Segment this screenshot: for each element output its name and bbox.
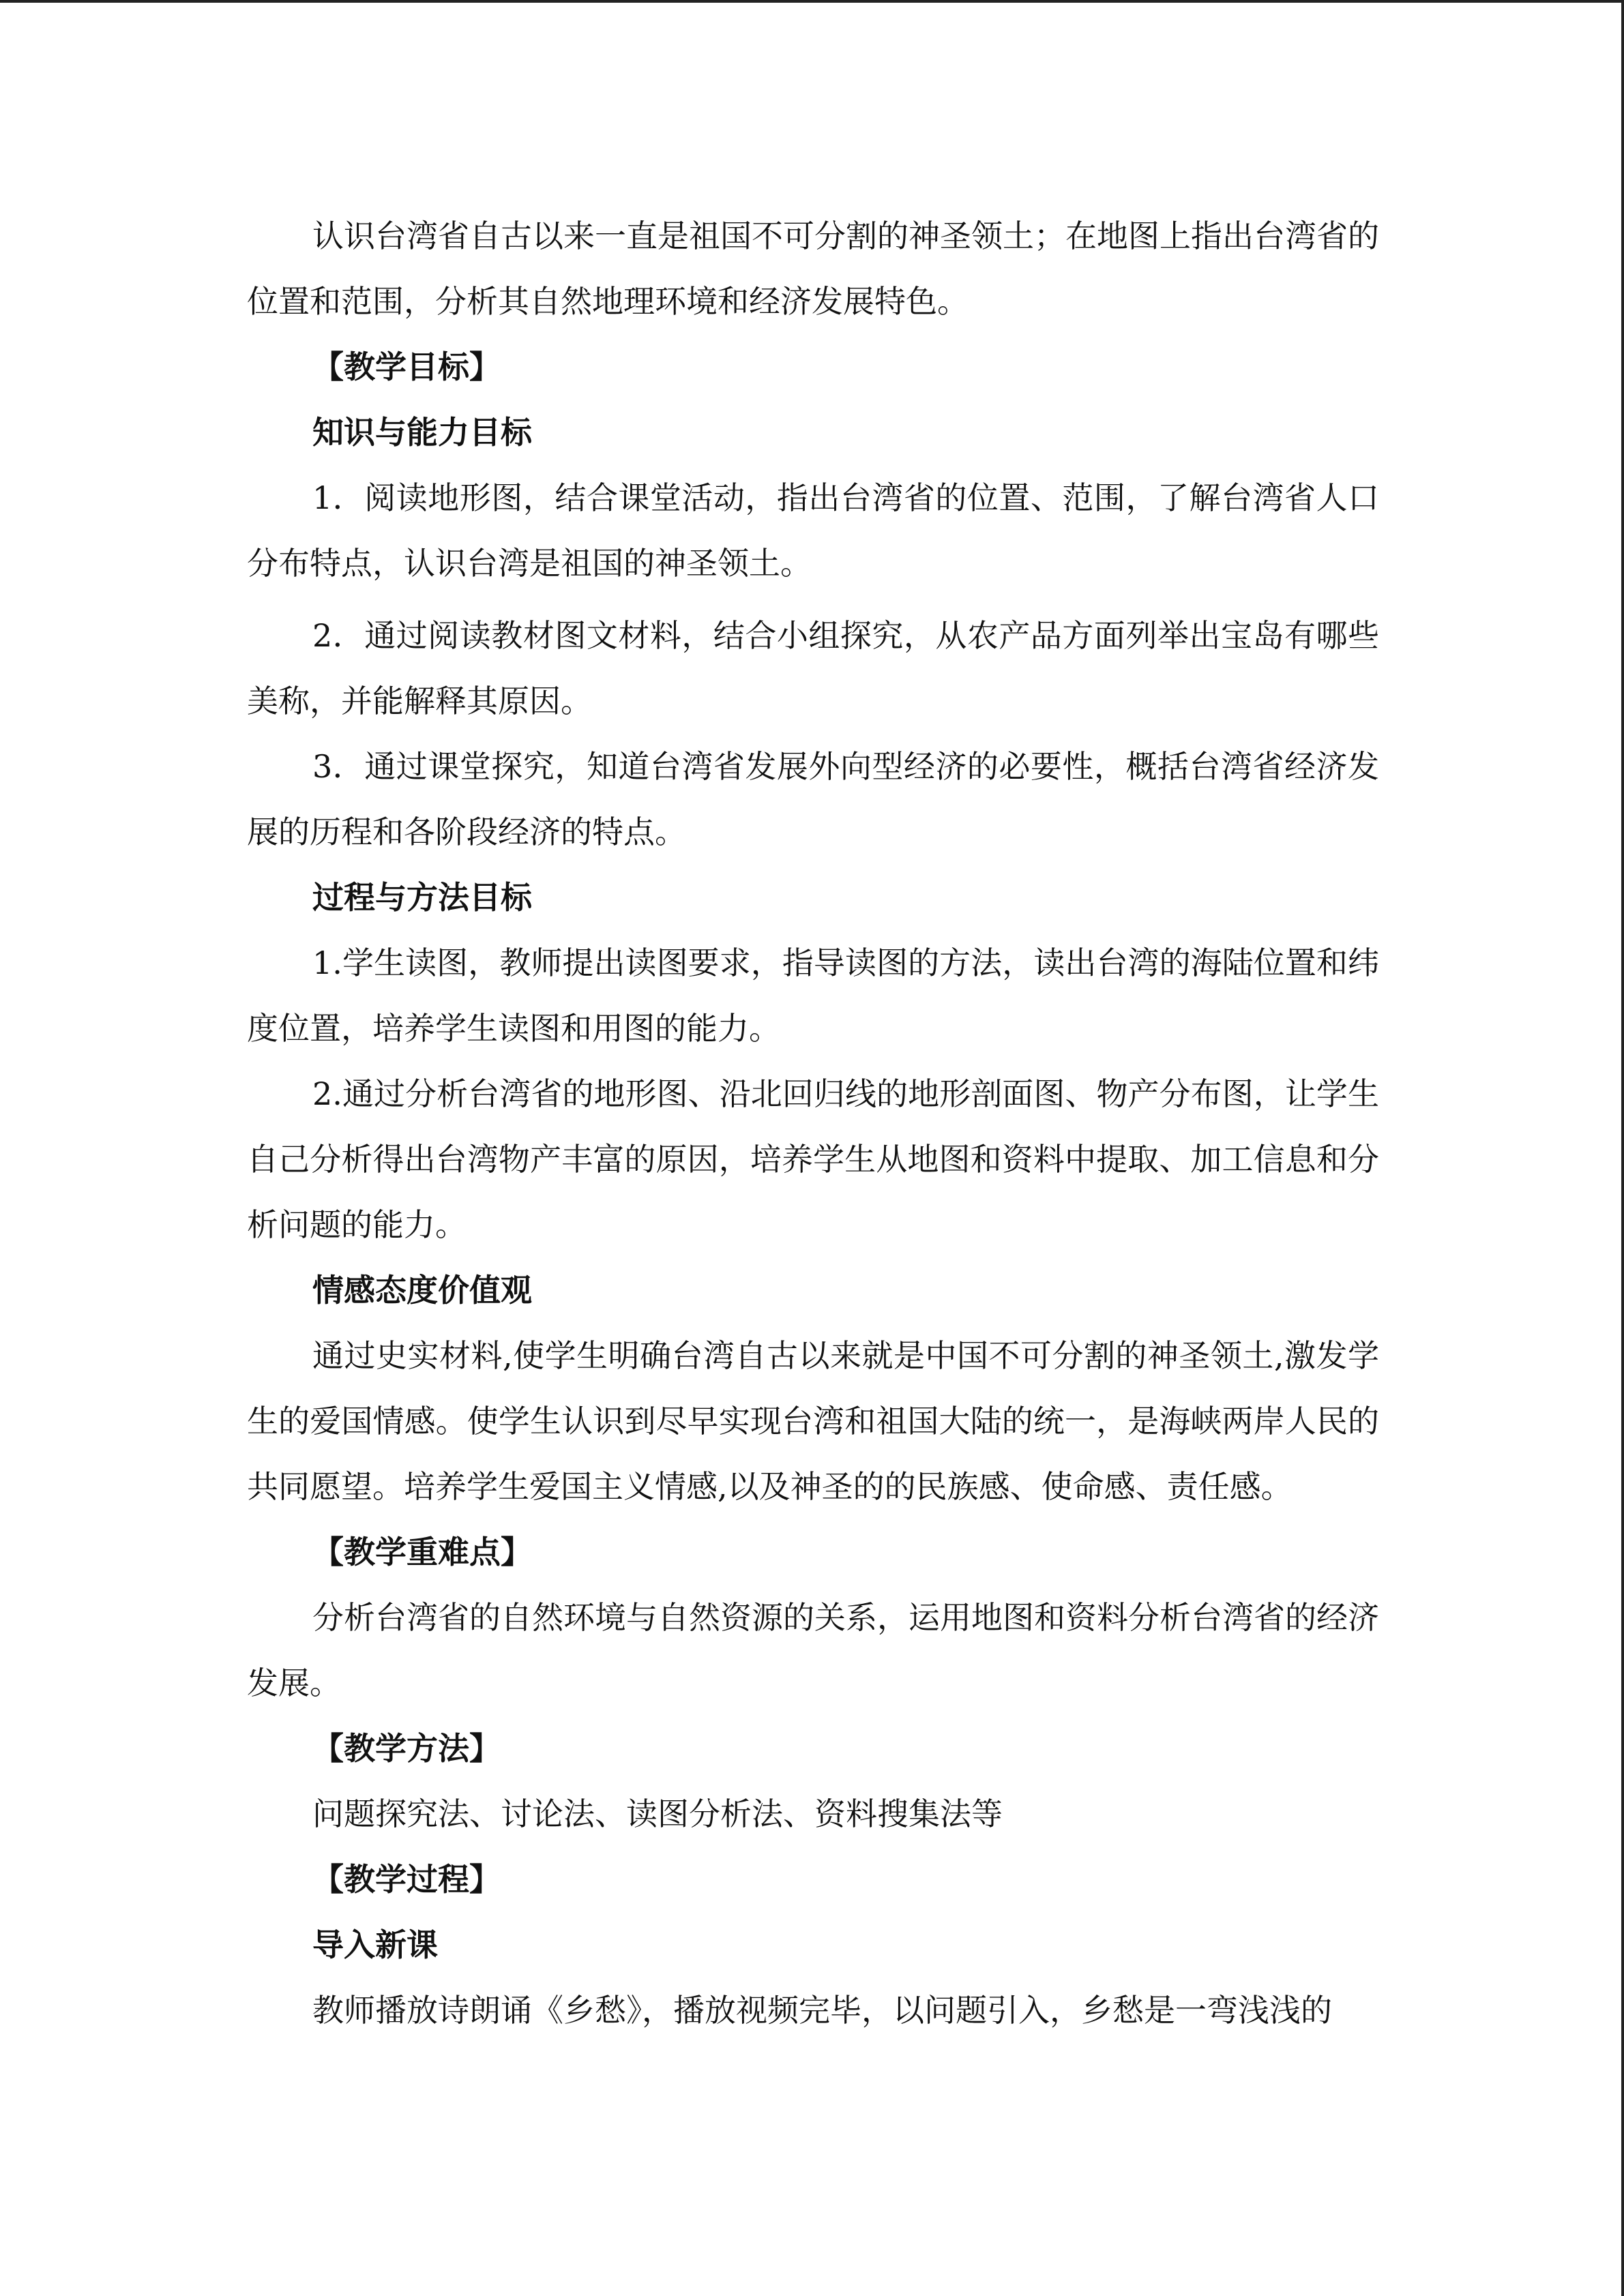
process-item-1: 1.学生读图，教师提出读图要求，指导读图的方法，读出台湾的海陆位置和纬度位置，培养学生读图和用图的能力。 (247, 944, 1379, 1047)
heading-teaching-goals: 【教学目标】 (312, 348, 501, 385)
page-border-top (0, 0, 1624, 3)
key-points-paragraph: 分析台湾省的自然环境与自然资源的关系，运用地图和资料分析台湾省的经济发展。 (247, 1599, 1379, 1701)
intro-paragraph: 认识台湾省自古以来一直是祖国不可分割的神圣领土；在地图上指出台湾省的位置和范围，分析其自然地理环境和经济发展特色。 (247, 218, 1379, 320)
knowledge-item-2: 2．通过阅读教材图文材料，结合小组探究，从农产品方面列举出宝岛有哪些美称，并能解释其原因。 (247, 617, 1379, 719)
heading-key-difficult-points: 【教学重难点】 (312, 1534, 532, 1570)
methods-paragraph: 问题探究法、讨论法、读图分析法、资料搜集法等 (312, 1795, 1003, 1832)
document-body (247, 203, 1379, 2043)
emotion-paragraph: 通过史实材料,使学生明确台湾自古以来就是中国不可分割的神圣领土,激发学生的爱国情感。使学生认识到尽早实现台湾和祖国大陆的统一，是海峡两岸人民的共同愿望。培养学生爱国主义情感,以及神圣的的民族感、使命感、责任感。 (247, 1337, 1379, 1505)
heading-emotion-values: 情感态度价值观 (312, 1272, 532, 1309)
heading-teaching-methods: 【教学方法】 (312, 1730, 501, 1767)
page-border-right (1621, 0, 1624, 2296)
heading-knowledge-ability: 知识与能力目标 (312, 414, 532, 451)
knowledge-item-3: 3．通过课堂探究，知道台湾省发展外向型经济的必要性，概括台湾省经济发展的历程和各阶段经济的特点。 (247, 748, 1379, 850)
new-lesson-paragraph: 教师播放诗朗诵《乡愁》，播放视频完毕，以问题引入，乡愁是一弯浅浅的 (312, 1992, 1332, 2029)
knowledge-item-1: 1．阅读地形图，结合课堂活动，指出台湾省的位置、范围，了解台湾省人口分布特点，认识台湾是祖国的神圣领土。 (247, 479, 1379, 582)
heading-new-lesson: 导入新课 (312, 1926, 438, 1963)
process-item-2: 2.通过分析台湾省的地形图、沿北回归线的地形剖面图、物产分布图，让学生自己分析得出台湾物产丰富的原因，培养学生从地图和资料中提取、加工信息和分析问题的能力。 (247, 1075, 1379, 1243)
heading-process-method: 过程与方法目标 (312, 879, 532, 916)
heading-teaching-process: 【教学过程】 (312, 1861, 501, 1898)
